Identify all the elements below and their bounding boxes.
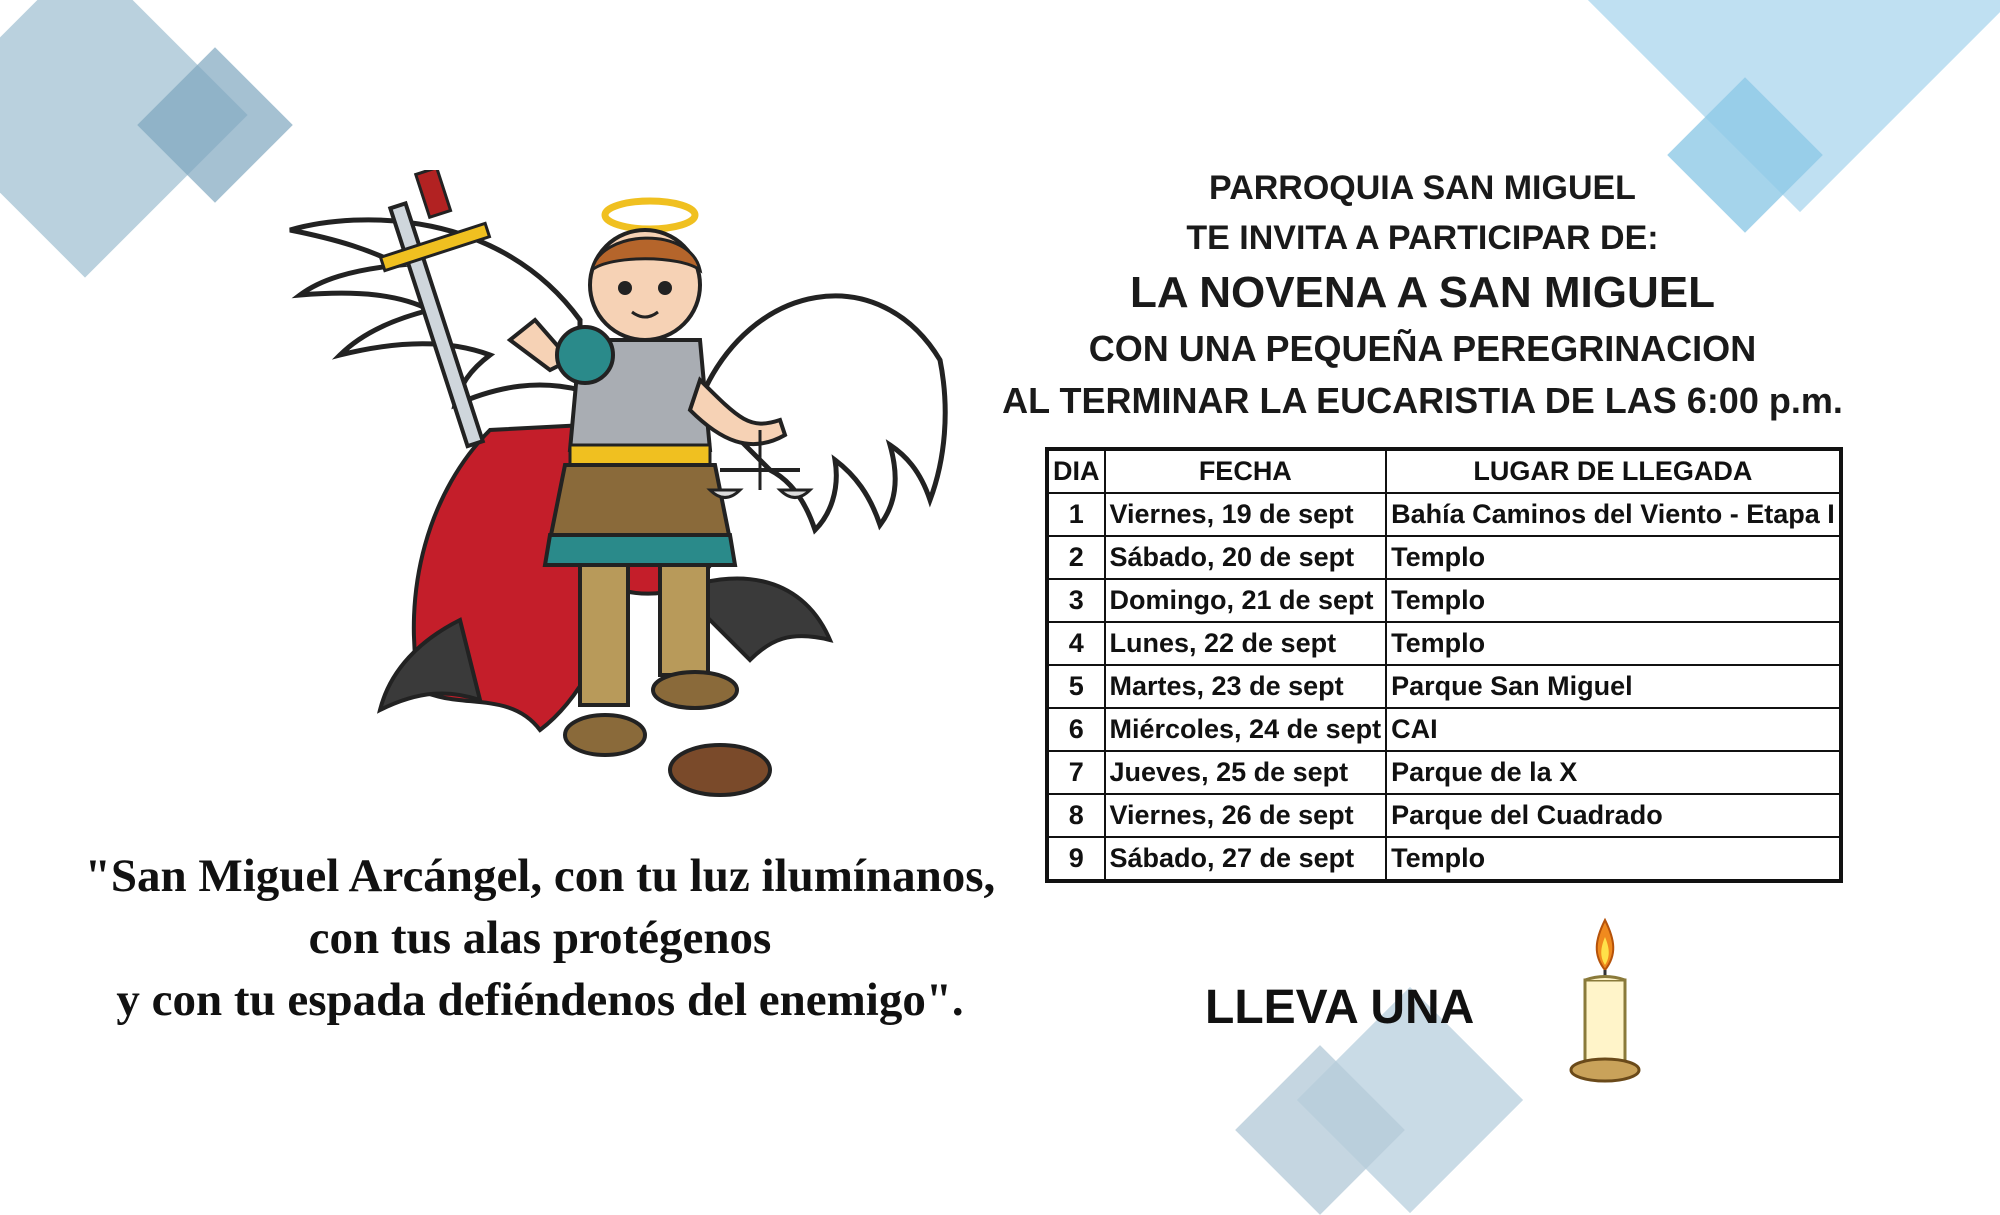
place-cell: Bahía Caminos del Viento - Etapa I <box>1386 493 1841 536</box>
place-cell: Parque San Miguel <box>1386 665 1841 708</box>
date-cell: Martes, 23 de sept <box>1105 665 1387 708</box>
quote-line: "San Miguel Arcángel, con tu luz ilumínanos, <box>84 850 996 902</box>
place-cell: Parque del Cuadrado <box>1386 794 1841 837</box>
column-header-date: FECHA <box>1105 449 1387 493</box>
event-time: AL TERMINAR LA EUCARISTIA DE LAS 6:00 p.m. <box>1002 380 1843 421</box>
quote-line: con tus alas protégenos <box>308 912 772 964</box>
place-cell: CAI <box>1386 708 1841 751</box>
date-cell: Viernes, 19 de sept <box>1105 493 1387 536</box>
day-cell: 1 <box>1047 493 1105 536</box>
date-cell: Sábado, 20 de sept <box>1105 536 1387 579</box>
invite-line: TE INVITA A PARTICIPAR DE: <box>1186 219 1659 257</box>
place-cell: Templo <box>1386 837 1841 881</box>
day-cell: 3 <box>1047 579 1105 622</box>
date-cell: Sábado, 27 de sept <box>1105 837 1387 881</box>
day-cell: 5 <box>1047 665 1105 708</box>
place-cell: Templo <box>1386 536 1841 579</box>
place-cell: Parque de la X <box>1386 751 1841 794</box>
archangel-illustration-icon <box>280 170 960 800</box>
date-cell: Lunes, 22 de sept <box>1105 622 1387 665</box>
prayer-quote <box>30 845 1050 1031</box>
invitation-header <box>950 163 1895 427</box>
column-header-place: LUGAR DE LLEGADA <box>1386 449 1841 493</box>
bring-label: LLEVA UNA <box>1205 981 1475 1034</box>
day-cell: 9 <box>1047 837 1105 881</box>
table-row <box>1047 493 1841 536</box>
date-cell: Domingo, 21 de sept <box>1105 579 1387 622</box>
day-cell: 8 <box>1047 794 1105 837</box>
date-cell: Viernes, 26 de sept <box>1105 794 1387 837</box>
table-row <box>1047 579 1841 622</box>
date-cell: Jueves, 25 de sept <box>1105 751 1387 794</box>
event-title: LA NOVENA A SAN MIGUEL <box>1129 268 1716 317</box>
day-cell: 2 <box>1047 536 1105 579</box>
day-cell: 4 <box>1047 622 1105 665</box>
column-header-day: DIA <box>1047 449 1105 493</box>
table-row <box>1047 622 1841 665</box>
table-header-row <box>1047 449 1841 493</box>
table-row <box>1047 837 1841 881</box>
schedule-table <box>1045 447 1843 883</box>
table-row <box>1047 708 1841 751</box>
table-row <box>1047 665 1841 708</box>
table-row <box>1047 751 1841 794</box>
place-cell: Templo <box>1386 622 1841 665</box>
day-cell: 7 <box>1047 751 1105 794</box>
parish-name: PARROQUIA SAN MIGUEL <box>1209 169 1636 207</box>
day-cell: 6 <box>1047 708 1105 751</box>
candle-icon <box>1565 915 1645 1085</box>
table-row <box>1047 794 1841 837</box>
table-row <box>1047 536 1841 579</box>
quote-line: y con tu espada defiéndenos del enemigo". <box>116 974 964 1026</box>
place-cell: Templo <box>1386 579 1841 622</box>
date-cell: Miércoles, 24 de sept <box>1105 708 1387 751</box>
event-subtitle: CON UNA PEQUEÑA PEREGRINACION <box>1088 328 1757 369</box>
